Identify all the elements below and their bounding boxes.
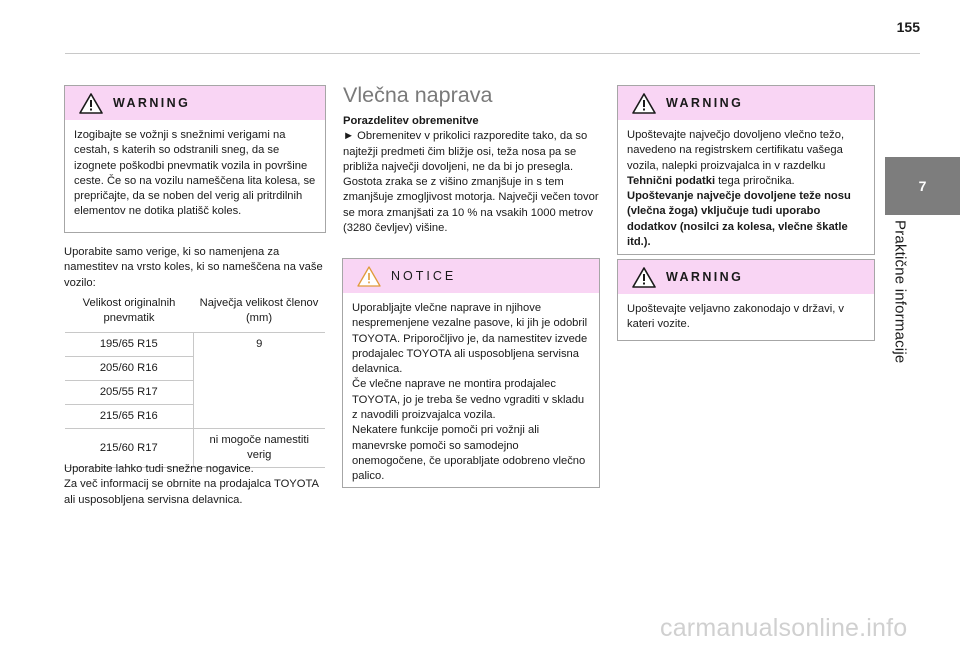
chain-after-text [64, 462, 326, 508]
snow-socks-note: Uporabite lahko tudi snežne nogavice. [64, 463, 254, 475]
warning-paragraph [627, 128, 865, 189]
warning-body [618, 120, 874, 250]
notice-label: NOTICE [391, 269, 457, 283]
towing-weight-warning-box [617, 85, 875, 255]
towing-notice-box [342, 258, 600, 488]
load-distribution-text [343, 114, 600, 236]
warning-triangle-icon [79, 93, 103, 114]
table-cell-tire-size: 215/60 R17 [65, 429, 193, 468]
notice-paragraph: Uporabljajte vlečne naprave in njihove nespremenjene vezalne pasove, ki jih je odobril TOYOTA. Priporočljivo je, da namestitev izvede prodajalec TOYOTA ali usposobljena servisna delavnica. [352, 302, 588, 376]
warning-text-end: tega priročnika. [715, 174, 795, 187]
notice-paragraph: Če vlečne naprave ne montira prodajalec TOYOTA, jo je treba še vedno vgraditi v skladu z navodili proizvajalca vozila. [352, 378, 585, 422]
table-header-tire-size: Velikost originalnih pnevmatik [65, 296, 193, 333]
page-number: 155 [896, 19, 920, 35]
table-cell-tire-size: 205/55 R17 [65, 381, 193, 405]
table-cell-tire-size: 215/65 R16 [65, 405, 193, 429]
warning-label: WARNING [666, 96, 744, 110]
warning-header [618, 86, 874, 120]
notice-triangle-icon [357, 266, 381, 287]
table-header-link-size: Največja velikost členov (mm) [193, 296, 325, 333]
warning-label: WARNING [113, 96, 191, 110]
table-row [65, 333, 325, 357]
load-distribution-bullet: ► Obremenitev v prikolici razporedite tako, da so najtežji predmeti čim bližje osi, teža nosa pa se približa največji dovoljeni, ne da bi jo presegla. [343, 130, 588, 173]
warning-text: Upoštevajte največjo dovoljeno vlečno težo, navedeno na registrskem certifikatu vašega vozila, nalepki proizvajalca in v razdelku [627, 129, 845, 172]
table-header-row [65, 296, 325, 333]
altitude-paragraph: Gostota zraka se z višino zmanjšuje in s tem zmanjšuje zmogljivost motorja. Največji večen tovor se mora zmanjšati za 10 % na vsakih 1000 metrov (3280 čevljev) višine. [343, 176, 599, 235]
chain-size-table [65, 296, 325, 468]
chapter-title-text: Praktične informacije [891, 220, 909, 364]
legislation-warning-box [617, 259, 875, 341]
section-title: Vlečna naprava [343, 83, 493, 107]
table-cell-tire-size: 205/60 R16 [65, 357, 193, 381]
warning-label: WARNING [666, 270, 744, 284]
chapter-title [880, 220, 920, 380]
warning-header [65, 86, 325, 120]
watermark: carmanualsonline.info [660, 614, 908, 642]
dealer-info-note: Za več informacij se obrnite na prodajalca TOYOTA ali usposobljena servisna delavnica. [64, 478, 319, 506]
notice-header [343, 259, 599, 293]
notice-paragraph: Nekatere funkcije pomoči pri vožnji ali manevrske pomoči so samodejno onemogočene, če uporabljate odobreno vlečno palico. [352, 424, 586, 483]
snow-chain-warning-box [64, 85, 326, 233]
load-distribution-heading: Porazdelitev obremenitve [343, 115, 479, 127]
table-cell-link-size: ni mogoče namestiti verig [193, 429, 325, 468]
technical-data-reference[interactable]: Tehnični podatki [627, 174, 716, 187]
warning-header [618, 260, 874, 294]
chapter-number-tab[interactable]: 7 [885, 157, 960, 215]
table-cell-tire-size: 195/65 R15 [65, 333, 193, 357]
nose-weight-warning: Upoštevanje največje dovoljene teže nosu (vlečna žoga) vključuje tudi uporabo dodatkov (nosilci za kolesa, vlečne škatle itd.). [627, 190, 851, 249]
chain-intro-text: Uporabite samo verige, ki so namenjena za namestitev na vrsto koles, ki so nameščena na vaše vozilo: [64, 246, 323, 289]
warning-triangle-icon [632, 93, 656, 114]
table-cell-link-size: 9 [193, 333, 325, 429]
warning-triangle-icon [632, 267, 656, 288]
header-divider [65, 53, 920, 54]
notice-body [343, 293, 599, 485]
warning-text: Upoštevajte veljavno zakonodajo v državi, v kateri vozite. [627, 303, 845, 331]
warning-text: Izogibajte se vožnji s snežnimi verigami na cestah, s katerih so odstranili sneg, da se izognete poškodbi pnevmatik vozila in površine ceste. Če so na vozilu nameščena lita kolesa, se prepričajte, da se noben del verig ali pritrdilnih elementov ne dotika platišč koles. [74, 129, 316, 218]
